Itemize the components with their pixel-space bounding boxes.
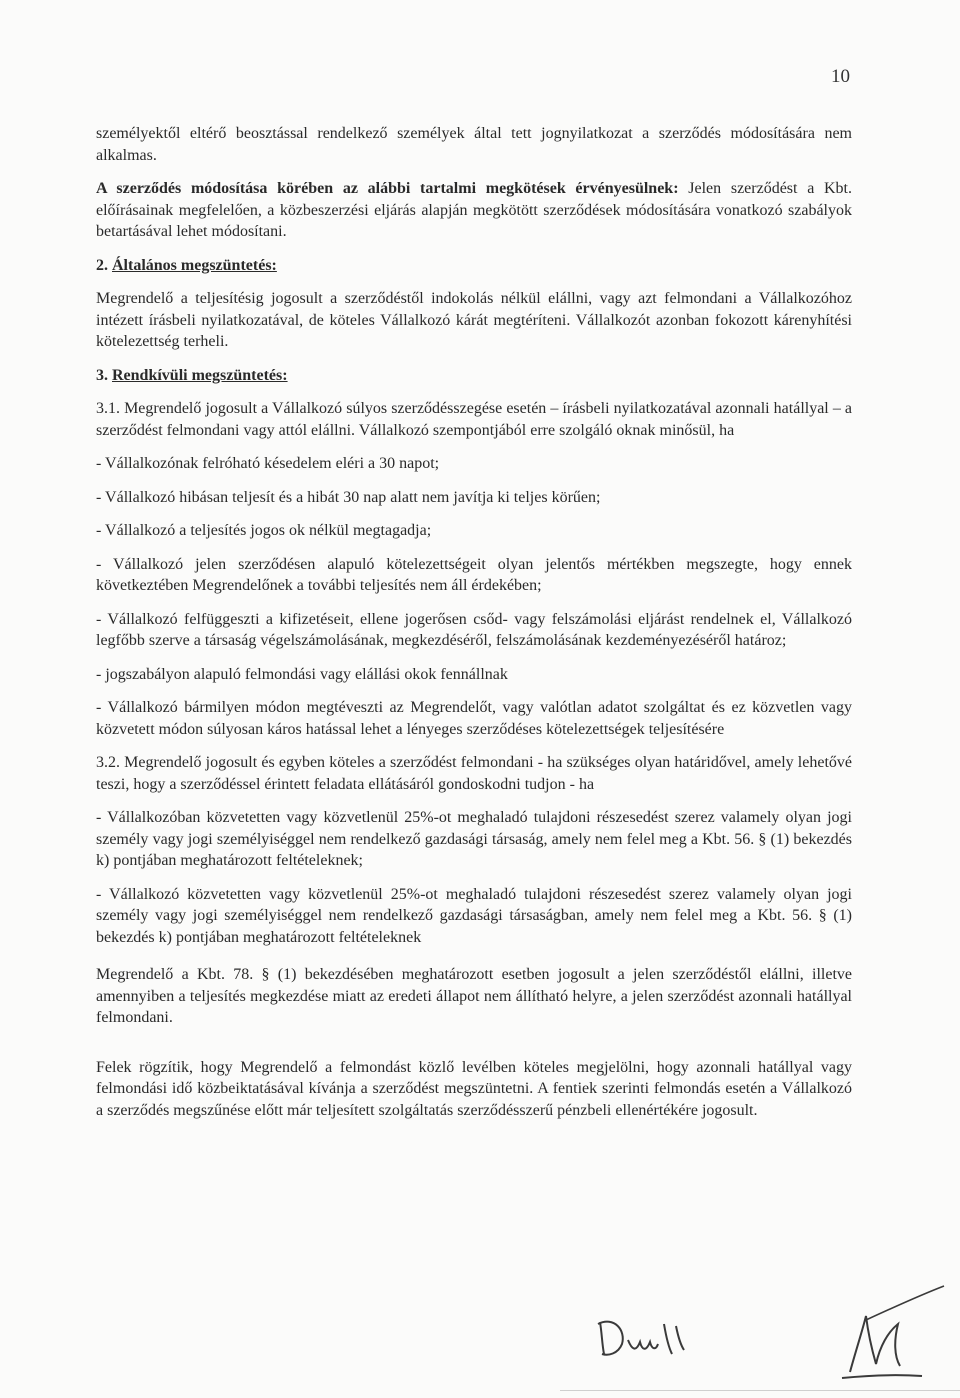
section-heading-general-termination (96, 255, 852, 277)
list-item: - Vállalkozó jelen szerződésen alapuló kötelezettségeit olyan jelentős mértékben megszegte, hogy ennek következtében Megrendelőnek a további teljesítés nem áll érdekében; (96, 555, 852, 594)
section-heading-extraordinary-termination (96, 365, 852, 387)
footer-rule (560, 1390, 960, 1391)
section-title: Általános megszüntetés: (112, 256, 277, 274)
list-item: - Vállalkozóban közvetetten vagy közvetlenül 25%-ot meghaladó tulajdoni részesedést szerez valamely olyan jogi személy vagy jogi személyiséggel nem rendelkező gazdasági társaság, amely nem felel meg a Kbt. 56. § (1) bekezdés k) pontjában meghatározott feltételeknek; (96, 809, 852, 869)
paragraph-modification (96, 178, 852, 243)
list-item: - Vállalkozó közvetetten vagy közvetlenül 25%-ot meghaladó tulajdoni részesedést szerez valamely olyan jogi személy vagy jogi személyiséggel nem rendelkező gazdasági társaságban, amely nem felel meg a Kbt. 56. § (1) bekezdés k) pontjában meghatározott feltételeknek (96, 885, 852, 946)
handwritten-initials-signature-icon (592, 1300, 702, 1370)
list-item: - jogszabályon alapuló felmondási vagy elállási okok fennállnak (96, 665, 508, 683)
paragraph-3-1: 3.1. Megrendelő jogosult a Vállalkozó súlyos szerződésszegése esetén – írásbeli nyilatkozatával azonnali hatállyal – a szerződést felmondani vagy attól elállni. Vállalkozó szempontjából erre szolgáló oknak minősül, ha (96, 400, 852, 439)
section-number: 2. (96, 256, 112, 274)
handwritten-signature-icon (832, 1280, 952, 1390)
list-item: - Vállalkozónak felróható késedelem eléri a 30 napot; (96, 455, 440, 472)
section-title: Rendkívüli megszüntetés: (112, 366, 288, 384)
list-item: - Vállalkozó bármilyen módon megtéveszti az Megrendelőt, vagy valótlan adatot szolgáltat és ez közvetlen vagy közvetett módon súlyosan káros hatással lehet a lényeges szerződéses kötelezettségek teljesítésére (96, 699, 852, 738)
paragraph-withdrawal: Megrendelő a Kbt. 78. § (1) bekezdésében meghatározott esetben jogosult a jelen szerződéstől elállni, illetve amennyiben a teljesítés megkezdése miatt az eredeti állapot nem állítható helyre, a jelen szerződést azonnali hatállyal felmondani. (96, 966, 852, 1026)
list-item: - Vállalkozó felfüggeszti a kifizetéseit, ellene jogerősen csőd- vagy felszámolási eljárást rendelnek el, Vállalkozó legfőbb szerve a társaság végelszámolásának, megkezdéséről, felszámolásának kezdeményezéséről határoz; (96, 610, 852, 649)
modification-heading: A szerződés módosítása körében az alábbi tartalmi megkötések érvényesülnek: (96, 180, 679, 197)
paragraph-intro: személyektől eltérő beosztással rendelkező személyek által tett jognyilatkozat a szerződés módosítására nem alkalmas. (96, 125, 852, 164)
list-item: - Vállalkozó a teljesítés jogos ok nélkül megtagadja; (96, 522, 432, 539)
paragraph-notice: Felek rögzítik, hogy Megrendelő a felmondást közlő levélben köteles megjelölni, hogy azonnali hatállyal vagy felmondási idő közbeiktatásával kívánja a szerződést megszüntetni. A fentiek szerinti felmondás esetén a Vállalkozó a szerződés megszűnése előtt már teljesített szolgáltatás szerződésszerű pénzbeli ellenértékére jogosult. (96, 1058, 852, 1119)
paragraph-3-2: 3.2. Megrendelő jogosult és egyben köteles a szerződést felmondani - ha szükséges olyan határidővel, amely lehetővé teszi, hogy a szerződéssel érintett feladata ellátásáról gondoskodni tudjon - ha (96, 754, 852, 793)
page-number: 10 (831, 66, 850, 87)
document-body (96, 123, 852, 1121)
list-item: - Vállalkozó hibásan teljesít és a hibát 30 nap alatt nem javítja ki teljes körűen; (96, 488, 601, 506)
modification-text: Jelen szerződést a Kbt. előírásainak megfelelően, a közbeszerzési eljárás alapján megkötött szerződések módosítására vonatkozó szabályok betartásával lehet módosítani. (96, 180, 853, 240)
section-number: 3. (96, 366, 112, 384)
paragraph-general-termination: Megrendelő a teljesítésig jogosult a szerződéstől indokolás nélkül elállni, vagy azt felmondani a Vállalkozóhoz intézett írásbeli nyilatkozatával, de köteles Vállalkozó kárát megtéríteni. Vállalkozót azonban fokozott kárenyhítési kötelezettség terheli. (96, 290, 852, 350)
